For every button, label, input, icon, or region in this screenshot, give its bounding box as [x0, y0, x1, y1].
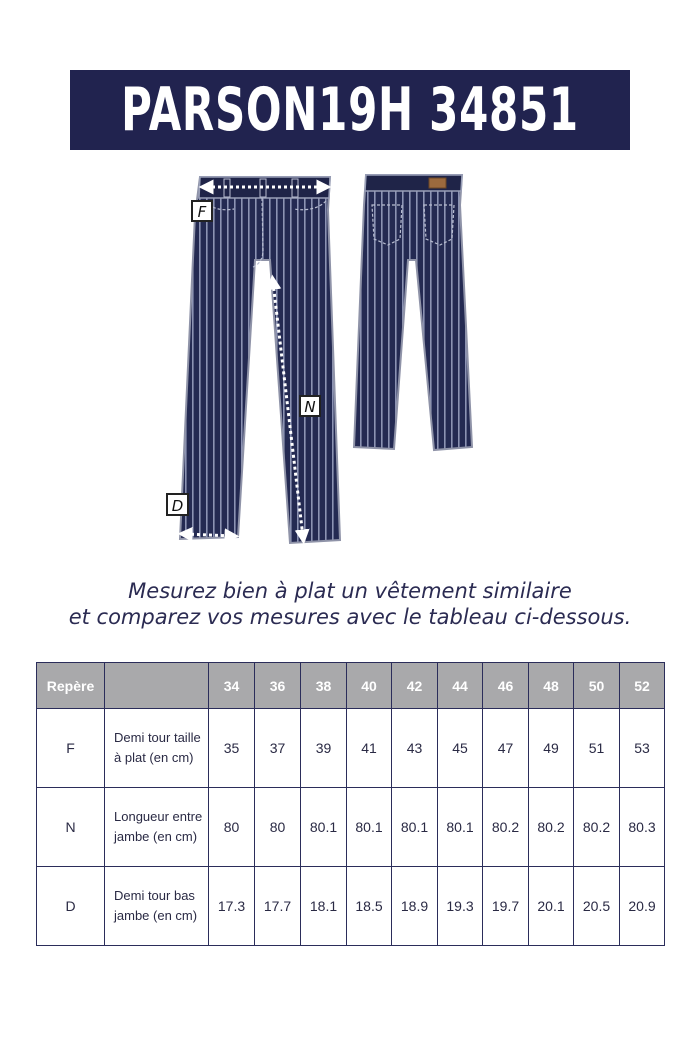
- measuring-instructions: [20, 578, 680, 630]
- table-cell: 80.2: [529, 788, 574, 867]
- table-cell: 17.3: [209, 867, 255, 946]
- table-cell: 19.7: [483, 867, 529, 946]
- table-cell: 80.1: [392, 788, 438, 867]
- table-cell: 51: [574, 709, 620, 788]
- header-size: 36: [255, 663, 301, 709]
- table-cell: 80.1: [301, 788, 347, 867]
- table-row: [37, 788, 665, 867]
- row-label: Demi tour bas jambe (en cm): [105, 867, 209, 946]
- title-banner: [70, 70, 630, 150]
- jeans-illustration: [150, 165, 550, 555]
- product-title: PARSON19H 34851: [121, 75, 579, 145]
- table-cell: 80: [255, 788, 301, 867]
- header-size: 46: [483, 663, 529, 709]
- table-cell: 49: [529, 709, 574, 788]
- row-code: D: [37, 867, 105, 946]
- table-cell: 80.1: [347, 788, 392, 867]
- marker-n: [300, 396, 320, 416]
- table-cell: 45: [438, 709, 483, 788]
- header-size: 34: [209, 663, 255, 709]
- marker-n-label: N: [304, 398, 316, 416]
- header-repere: Repère: [37, 663, 105, 709]
- header-description: [105, 663, 209, 709]
- marker-d: [167, 494, 188, 515]
- table-cell: 19.3: [438, 867, 483, 946]
- table-cell: 53: [620, 709, 665, 788]
- table-header-row: [37, 663, 665, 709]
- table-row: [37, 867, 665, 946]
- table-cell: 39: [301, 709, 347, 788]
- row-label: Demi tour taille à plat (en cm): [105, 709, 209, 788]
- row-label: Longueur entre jambe (en cm): [105, 788, 209, 867]
- header-size: 48: [529, 663, 574, 709]
- instructions-line-2: et comparez vos mesures avec le tableau ci-dessous.: [68, 605, 632, 629]
- table-cell: 37: [255, 709, 301, 788]
- table-cell: 80.3: [620, 788, 665, 867]
- table-cell: 20.5: [574, 867, 620, 946]
- table-cell: 80.2: [574, 788, 620, 867]
- header-size: 42: [392, 663, 438, 709]
- table-cell: 18.9: [392, 867, 438, 946]
- table-cell: 80.1: [438, 788, 483, 867]
- header-size: 52: [620, 663, 665, 709]
- table-cell: 20.9: [620, 867, 665, 946]
- table-cell: 20.1: [529, 867, 574, 946]
- row-code: F: [37, 709, 105, 788]
- marker-f-label: F: [197, 203, 207, 221]
- table-cell: 80.2: [483, 788, 529, 867]
- table-cell: 43: [392, 709, 438, 788]
- back-view: [354, 175, 472, 450]
- front-view: [180, 177, 340, 543]
- table-cell: 17.7: [255, 867, 301, 946]
- table-cell: 18.5: [347, 867, 392, 946]
- size-chart-table: [36, 662, 665, 946]
- header-size: 44: [438, 663, 483, 709]
- header-size: 50: [574, 663, 620, 709]
- instructions-line-1: Mesurez bien à plat un vêtement similaire: [128, 579, 572, 603]
- table-row: [37, 709, 665, 788]
- table-cell: 80: [209, 788, 255, 867]
- marker-d-label: D: [171, 497, 184, 515]
- table-cell: 18.1: [301, 867, 347, 946]
- header-size: 38: [301, 663, 347, 709]
- table-cell: 41: [347, 709, 392, 788]
- table-cell: 47: [483, 709, 529, 788]
- table-cell: 35: [209, 709, 255, 788]
- header-size: 40: [347, 663, 392, 709]
- row-code: N: [37, 788, 105, 867]
- marker-f: [192, 201, 212, 221]
